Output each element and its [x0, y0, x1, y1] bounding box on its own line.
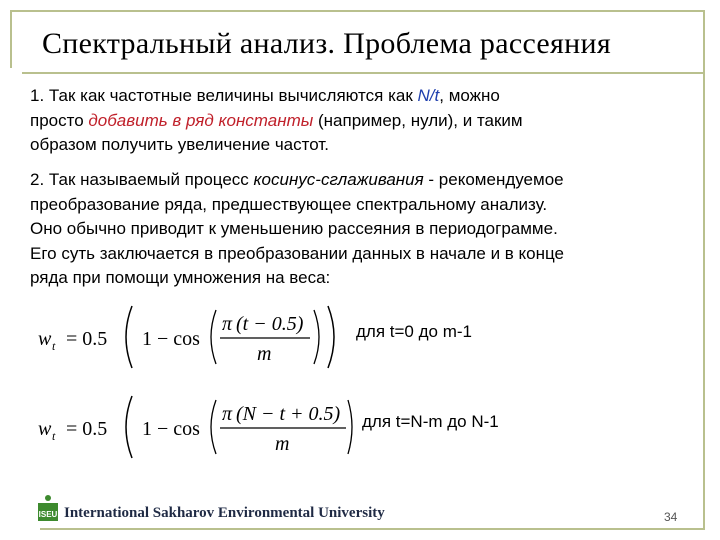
text-run: 1. Так как частотные величины вычисляются как — [30, 86, 418, 105]
formula-1-right-paren — [328, 306, 334, 368]
formula-1-range-note: для t=0 до m-1 — [356, 322, 472, 341]
formula-2-inner-right-paren — [348, 400, 352, 454]
formula-2-subscript: t — [52, 429, 56, 443]
slide-title: Спектральный анализ. Проблема рассеяния — [42, 27, 611, 60]
formula-1-one-minus-cos: 1 − cos — [142, 328, 200, 350]
formula-2-eq: = 0.5 — [66, 418, 108, 440]
formula-1-inner-left-paren — [211, 310, 216, 364]
formula-1 — [30, 298, 340, 376]
formula-2-inner-left-paren — [211, 400, 216, 454]
formula-1-inner-right-paren — [314, 310, 319, 364]
frame-top-rule — [10, 10, 705, 12]
university-name: International Sakharov Environmental University — [64, 505, 385, 521]
text-run: (например, нули), и таким — [313, 110, 523, 130]
paragraph-1-line-2 — [30, 109, 680, 134]
university-logo — [36, 493, 60, 523]
text-run: просто — [30, 110, 89, 130]
paragraph-1-line-3: образом получить увеличение частот. — [30, 135, 329, 154]
formula-2-denominator: m — [275, 433, 290, 455]
paragraph-2-line-3: Оно обычно приводит к уменьшению рассеяния в периодограмме. — [30, 219, 558, 238]
formula-2-left-paren — [126, 396, 132, 458]
paragraph-2 — [30, 168, 680, 291]
frame-bottom-rule — [40, 528, 705, 530]
text-run: , можно — [439, 86, 500, 105]
title-underline — [22, 72, 705, 74]
formula-2-one-minus-cos: 1 − cos — [142, 418, 200, 440]
logo-text: ISEU — [38, 510, 58, 519]
emphasis-text: косинус-сглаживания — [253, 170, 424, 189]
formula-2-numerator: (N − t + 0.5) — [236, 403, 341, 425]
formula-2-range-note: для t=N-m до N-1 — [362, 412, 499, 431]
formula-2-pi: π — [222, 403, 233, 425]
formula-1-subscript: t — [52, 339, 56, 353]
frame-right-rule — [703, 10, 705, 530]
paragraph-2-line-5: ряда при помощи умножения на веса: — [30, 268, 331, 287]
formula-inline: N/t — [417, 86, 440, 105]
paragraph-1 — [30, 84, 680, 158]
text-run: 2. Так называемый процесс — [30, 170, 254, 189]
paragraph-1-line-1 — [30, 84, 680, 109]
formula-1-pi: π — [222, 313, 233, 335]
logo-dot-icon — [45, 495, 51, 501]
paragraph-2-line-2: преобразование ряда, предшествующее спектральному анализу. — [30, 194, 548, 214]
frame-left-rule — [10, 10, 12, 68]
emphasis-text: добавить в ряд константы — [88, 110, 314, 130]
formula-2 — [30, 388, 360, 466]
formula-1-eq: = 0.5 — [66, 328, 108, 350]
paragraph-2-line-1 — [30, 168, 680, 193]
page-number: 34 — [664, 510, 678, 524]
text-run: - рекомендуемое — [423, 170, 564, 189]
paragraph-2-line-4: Его суть заключается в преобразовании данных в начале и в конце — [30, 243, 565, 263]
formula-1-denominator: m — [257, 343, 272, 365]
formula-1-numerator: (t − 0.5) — [236, 313, 304, 335]
formula-1-left-paren — [126, 306, 132, 368]
formula-1-lhs: w — [38, 328, 52, 350]
formula-2-lhs: w — [38, 418, 52, 440]
